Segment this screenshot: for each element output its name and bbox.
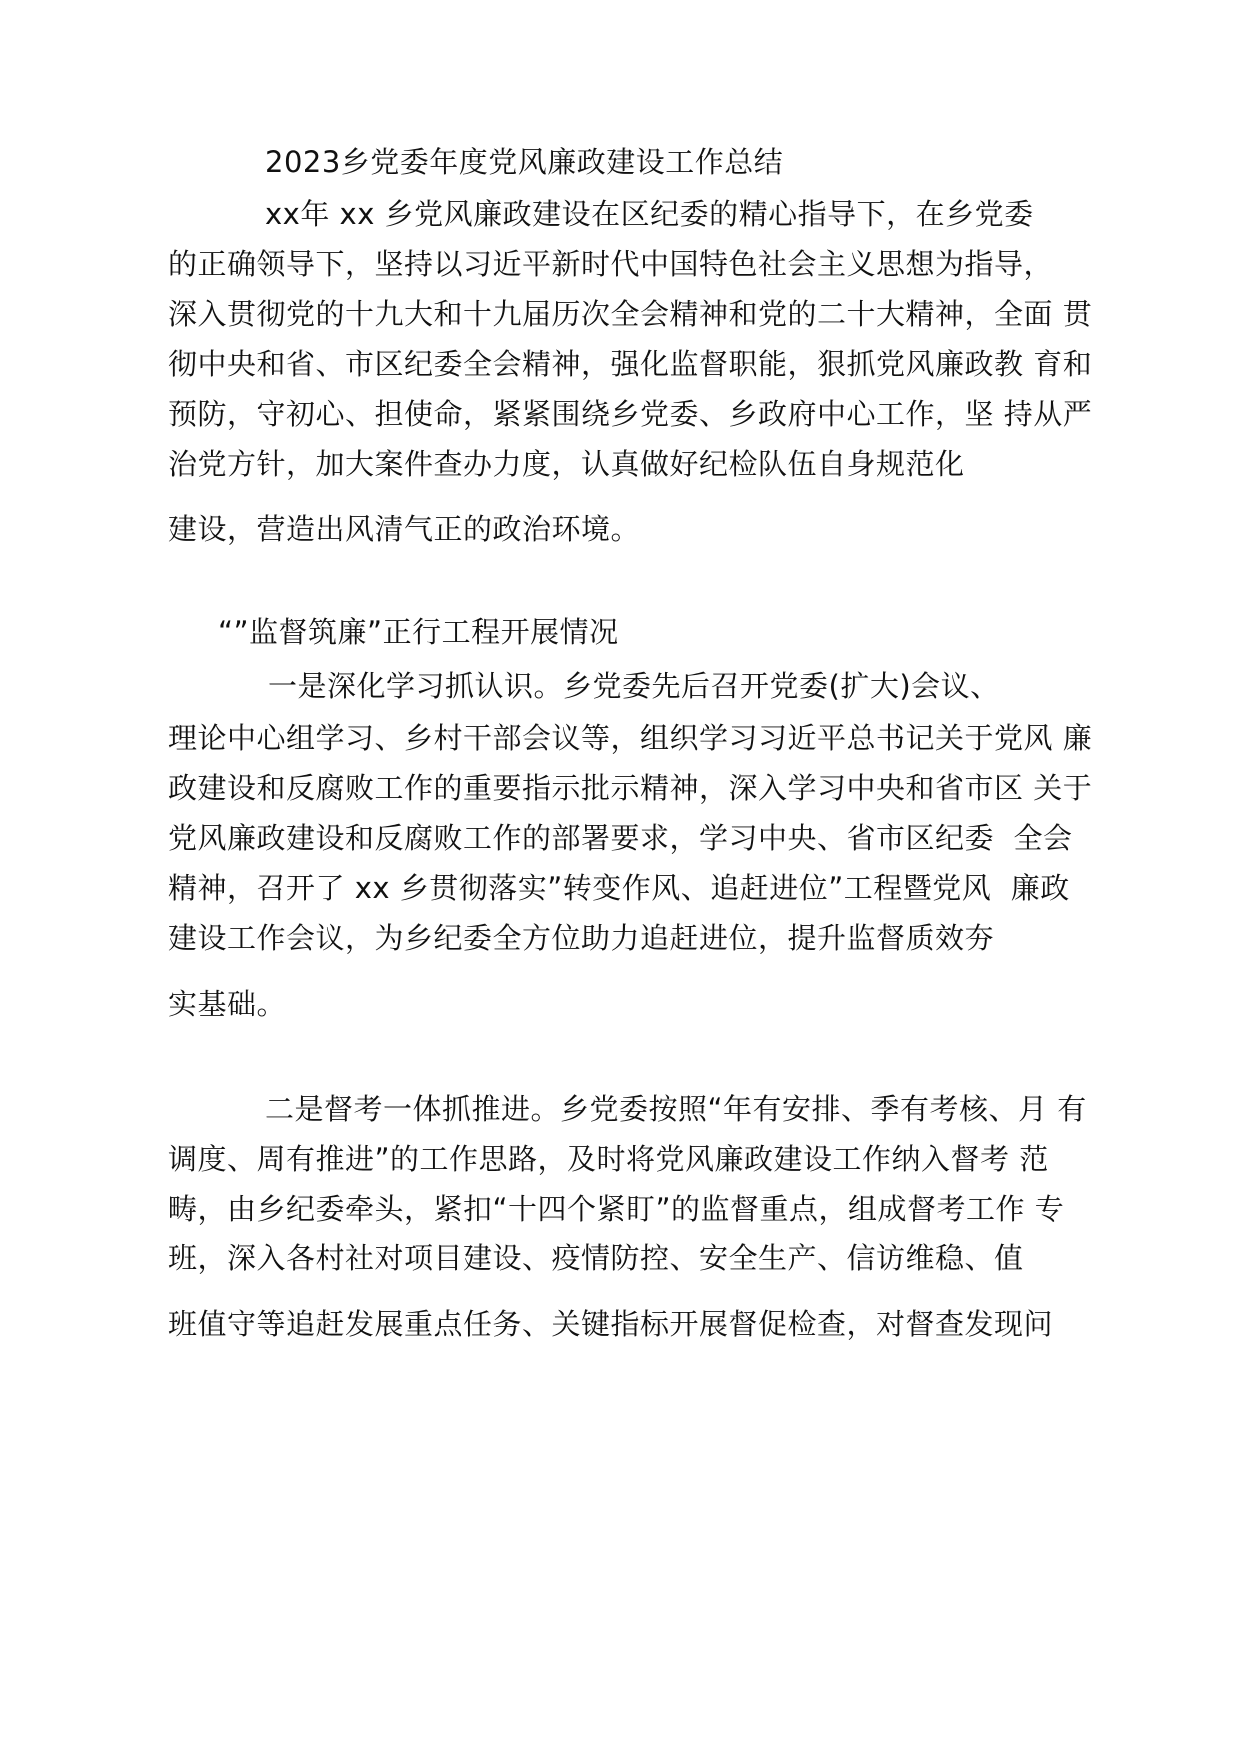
paragraph-line: 理论中心组学习、乡村干部会议等，组织学习习近平总书记关于党风 廉 <box>168 721 1093 755</box>
paragraph-line: 一是深化学习抓认识。乡党委先后召开党委(扩大)会议、 <box>268 669 1000 703</box>
paragraph-line: 的正确领导下，坚持以习近平新时代中国特色社会主义思想为指导， <box>168 247 1054 281</box>
paragraph-line: 政建设和反腐败工作的重要指示批示精神，深入学习中央和省市区 关于 <box>168 771 1093 805</box>
paragraph-line: 建设，营造出风清气正的政治环境。 <box>168 512 641 546</box>
paragraph-line: xx年 xx 乡党风廉政建设在区纪委的精心指导下，在乡党委 <box>265 197 1034 231</box>
paragraph-line: 预防，守初心、担使命，紧紧围绕乡党委、乡政府中心工作，坚 持从严 <box>168 397 1093 431</box>
paragraph-line: 实基础。 <box>168 987 287 1021</box>
paragraph-line: 精神，召开了 xx 乡贯彻落实”转变作风、追赶进位”工程暨党风 廉政 <box>168 871 1070 905</box>
paragraph-line: 深入贯彻党的十九大和十九届历次全会精神和党的二十大精神，全面 贯 <box>168 297 1093 331</box>
paragraph-line: 彻中央和省、市区纪委全会精神，强化监督职能，狠抓党风廉政教 育和 <box>168 347 1093 381</box>
section-heading: “”监督筑廉”正行工程开展情况 <box>218 615 619 649</box>
document-title: 2023乡党委年度党风廉政建设工作总结 <box>265 145 784 179</box>
paragraph-line: 治党方针，加大案件查办力度，认真做好纪检队伍自身规范化 <box>168 447 965 481</box>
paragraph-line: 班，深入各村社对项目建设、疫情防控、安全生产、信访维稳、值 <box>168 1241 1024 1275</box>
paragraph-line: 调度、周有推进”的工作思路，及时将党风廉政建设工作纳入督考 范 <box>168 1142 1049 1176</box>
paragraph-line: 班值守等追赶发展重点任务、关键指标开展督促检查，对督查发现问 <box>168 1307 1054 1341</box>
paragraph-line: 畴，由乡纪委牵头，紧扣“十四个紧盯”的监督重点，组成督考工作 专 <box>168 1192 1065 1226</box>
paragraph-line: 二是督考一体抓推进。乡党委按照“年有安排、季有考核、月 有 <box>265 1092 1087 1126</box>
paragraph-line: 党风廉政建设和反腐败工作的部署要求，学习中央、省市区纪委 全会 <box>168 821 1073 855</box>
paragraph-line: 建设工作会议，为乡纪委全方位助力追赶进位，提升监督质效夯 <box>168 921 995 955</box>
